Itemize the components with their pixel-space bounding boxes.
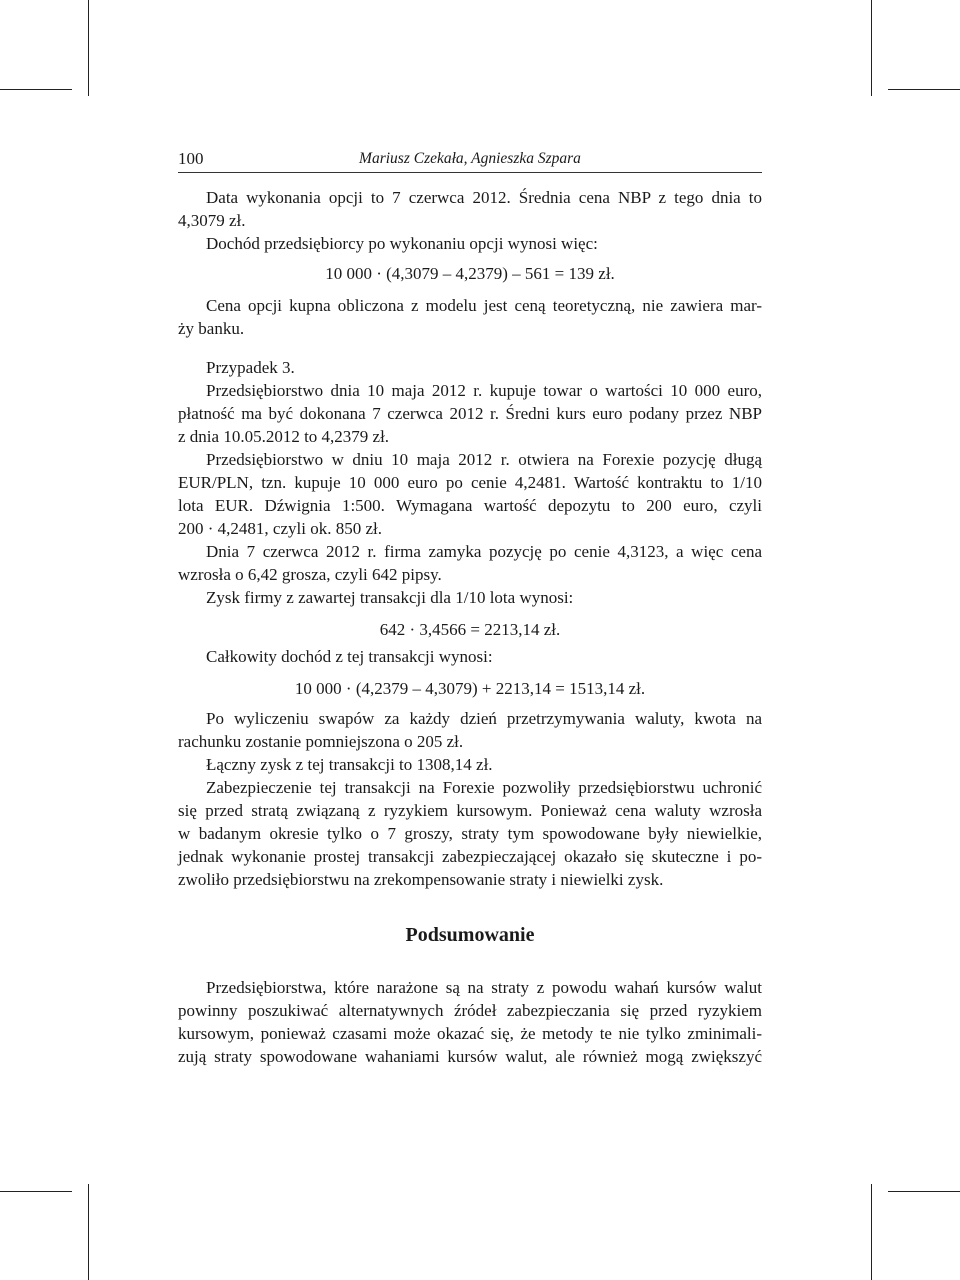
body-line: 200 · 4,2481, czyli ok. 850 zł. [178, 519, 382, 538]
body-line: rachunku zostanie pomniejszona o 205 zł. [178, 732, 464, 751]
body-line: Przedsiębiorstwo dnia 10 maja 2012 r. kupuje towar o wartości 10 000 euro, [206, 381, 762, 400]
crop-mark [88, 1184, 89, 1280]
equation: 10 000 · (4,3079 – 4,2379) – 561 = 139 zł. [325, 264, 615, 283]
body-line: lota EUR. Dźwignia 1:500. Wymagana wartość depozytu to 200 euro, czyli [178, 496, 762, 515]
body-line: 4,3079 zł. [178, 211, 246, 230]
crop-mark [0, 1191, 72, 1192]
crop-mark [0, 89, 72, 90]
body-line: w badanym okresie tylko o 7 groszy, straty tym spowodowane były niewielkie, [178, 824, 762, 843]
body-line: Zabezpieczenie tej transakcji na Forexie pozwoliły przedsiębiorstwu uchronić [206, 778, 762, 797]
body-line: Data wykonania opcji to 7 czerwca 2012. Średnia cena NBP z tego dnia to [206, 188, 762, 207]
crop-mark [888, 89, 960, 90]
crop-mark [88, 0, 89, 96]
body-line: Po wyliczeniu swapów za każdy dzień przetrzymywania waluty, kwota na [206, 709, 762, 728]
page-number: 100 [178, 149, 204, 168]
body-line: płatność ma być dokonana 7 czerwca 2012 r. Średni kurs euro podany przez NBP [178, 404, 762, 423]
body-line: wzrosła o 6,42 grosza, czyli 642 pipsy. [178, 565, 442, 584]
crop-mark [888, 1191, 960, 1192]
body-line: Dochód przedsiębiorcy po wykonaniu opcji wynosi więc: [206, 234, 598, 253]
body-line: ży banku. [178, 319, 245, 338]
section-line: zują straty spowodowane wahaniami kursów walut, ale również mogą zwiększyć [178, 1047, 762, 1066]
section-heading: Podsumowanie [405, 924, 535, 946]
body-line: zwoliło przedsiębiorstwu na zrekompensowanie straty i niewielki zysk. [178, 870, 664, 889]
body-line: Przedsiębiorstwo w dniu 10 maja 2012 r. otwiera na Forexie pozycję długą [206, 450, 762, 469]
section-line: Przedsiębiorstwa, które narażone są na straty z powodu wahań kursów walut [206, 978, 762, 997]
crop-mark [871, 1184, 872, 1280]
equation: 642 · 3,4566 = 2213,14 zł. [379, 620, 561, 639]
body-line: Dnia 7 czerwca 2012 r. firma zamyka pozycję po cenie 4,3123, a więc cena [206, 542, 762, 561]
body-line: Łączny zysk z tej transakcji to 1308,14 zł. [206, 755, 493, 774]
body-line: EUR/PLN, tzn. kupuje 10 000 euro po cenie 4,2481. Wartość kontraktu to 1/10 [178, 473, 762, 492]
body-line: Cena opcji kupna obliczona z modelu jest ceną teoretyczną, nie zawiera mar- [206, 296, 762, 315]
header-rule [178, 172, 762, 173]
body-line: jednak wykonanie prostej transakcji zabezpieczającej okazało się skuteczne i po- [178, 847, 762, 866]
section-line: kursowym, ponieważ czasami może okazać się, że metody te nie tylko zminimali- [178, 1024, 762, 1043]
crop-mark [871, 0, 872, 96]
case-title: Przypadek 3. [206, 358, 295, 377]
section-line: powinny poszukiwać alternatywnych źródeł zabezpieczania się przed ryzykiem [178, 1001, 762, 1020]
running-header-authors: Mariusz Czekała, Agnieszka Szpara [359, 150, 581, 167]
body-line: z dnia 10.05.2012 to 4,2379 zł. [178, 427, 390, 446]
body-line: się przed stratą związaną z ryzykiem kursowym. Ponieważ cena waluty wzrosła [178, 801, 762, 820]
body-line: Całkowity dochód z tej transakcji wynosi: [206, 647, 493, 666]
body-line: Zysk firmy z zawartej transakcji dla 1/10 lota wynosi: [206, 588, 574, 607]
equation: 10 000 · (4,2379 – 4,3079) + 2213,14 = 1513,14 zł. [294, 679, 646, 698]
